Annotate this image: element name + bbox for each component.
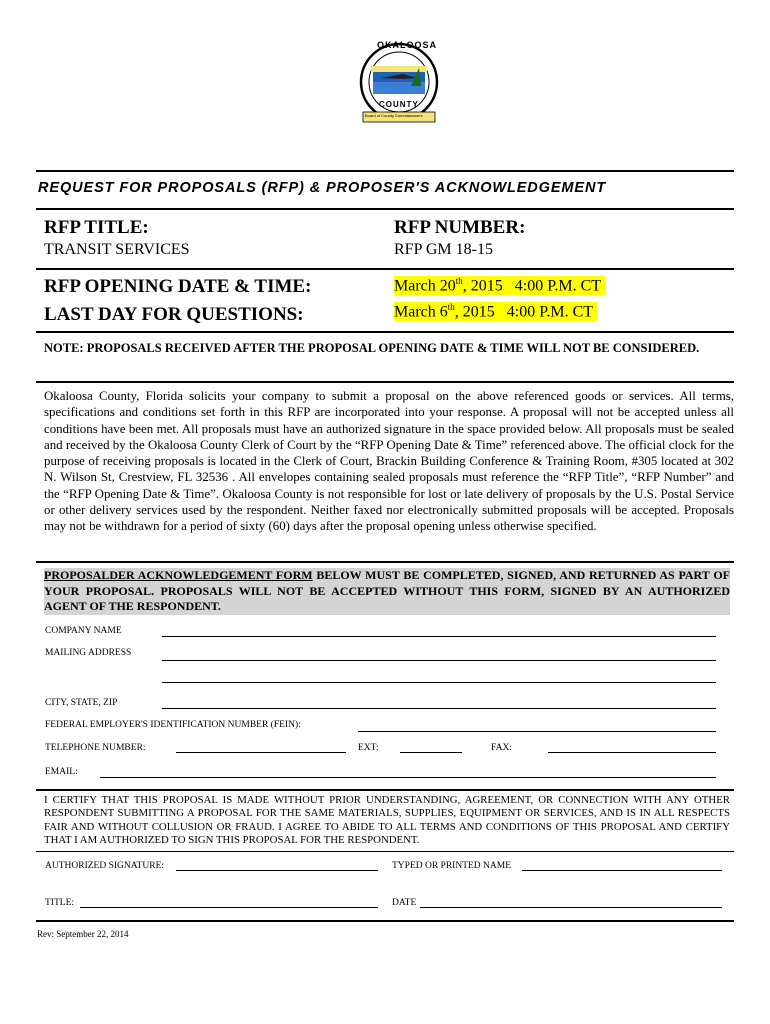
telephone-field[interactable] bbox=[176, 752, 346, 753]
date-label: DATE bbox=[392, 898, 417, 908]
rfp-title-value: TRANSIT SERVICES bbox=[44, 241, 190, 258]
rfp-title-rule bbox=[36, 268, 734, 270]
note-rule bbox=[36, 381, 734, 383]
mailing-address-field[interactable] bbox=[162, 660, 716, 661]
page-title: REQUEST FOR PROPOSALS (RFP) & PROPOSER'S ACKNOWLEDGEMENT bbox=[38, 180, 607, 196]
signature-rule bbox=[36, 920, 734, 922]
city-state-zip-field[interactable] bbox=[162, 708, 716, 709]
mailing-address-label: MAILING ADDRESS bbox=[45, 648, 132, 658]
email-label: EMAIL: bbox=[45, 767, 78, 777]
authorized-signature-field[interactable] bbox=[176, 870, 378, 871]
date-field[interactable] bbox=[420, 907, 722, 908]
certification-rule bbox=[36, 851, 734, 852]
rfp-number-value: RFP GM 18-15 bbox=[394, 241, 493, 258]
ext-field[interactable] bbox=[400, 752, 462, 753]
acknowledgement-instruction: PROPOSALDER ACKNOWLEDGEMENT FORM BELOW MUST BE COMPLETED, SIGNED, AND RETURNED AS PART OF YOUR PROPOSAL. PROPOSALS WILL NOT BE ACCEPTED WITHOUT THIS FORM, SIGNED BY AN AUTHORIZED AGENT OF THE RESPONDENT. bbox=[44, 568, 730, 613]
telephone-label: TELEPHONE NUMBER: bbox=[45, 743, 146, 753]
dates-rule bbox=[36, 331, 734, 333]
fein-label: FEDERAL EMPLOYER'S IDENTIFICATION NUMBER (FEIN): bbox=[45, 720, 301, 730]
certification-statement: I CERTIFY THAT THIS PROPOSAL IS MADE WITHOUT PRIOR UNDERSTANDING, AGREEMENT, OR CONNECTION WITH ANY OTHER RESPONDENT SUBMITTING A PROPOSAL FOR THE SAME MATERIALS, SUPPLIES, EQUIPMENT OR SERVICES, AND IS IN ALL RESPECTS FAIR AND WITHOUT COLLUSION OR FRAUD. I AGREE TO ABIDE TO ALL TERMS AND CONDITIONS OF THIS PROPOSAL AND CERTIFY THAT I AM AUTHORIZED TO SIGN THIS PROPOSAL FOR THE RESPONDENT. bbox=[44, 794, 730, 847]
typed-name-field[interactable] bbox=[522, 870, 722, 871]
acknowledgement-form-link: PROPOSALDER ACKNOWLEDGEMENT FORM bbox=[44, 568, 313, 582]
questions-date-value: March 6th, 2015 4:00 P.M. CT bbox=[394, 302, 597, 321]
mailing-address-field-2[interactable] bbox=[162, 682, 716, 683]
company-name-field[interactable] bbox=[162, 636, 716, 637]
opening-date-value: March 20th, 2015 4:00 P.M. CT bbox=[394, 276, 605, 295]
header-bottom-rule bbox=[36, 208, 734, 210]
late-proposal-note: NOTE: PROPOSALS RECEIVED AFTER THE PROPOSAL OPENING DATE & TIME WILL NOT BE CONSIDERED. bbox=[44, 341, 700, 355]
ext-label: EXT: bbox=[358, 743, 379, 753]
fein-field[interactable] bbox=[358, 731, 716, 732]
rfp-title-label: RFP TITLE: bbox=[44, 217, 149, 238]
city-state-zip-label: CITY, STATE, ZIP bbox=[45, 698, 118, 708]
county-seal-logo bbox=[353, 38, 445, 130]
solicitation-paragraph: Okaloosa County, Florida solicits your company to submit a proposal on the above referenced goods or services. All terms, specifications and conditions set forth in this RFP are incorporated into your response. A proposal will not be accepted unless all conditions have been met. All proposals must have an authorized signature in the space provided below. All proposals must be sealed and received by the Okaloosa County Clerk of Court by the “RFP Opening Date & Time” referenced above. The official clock for the purpose of receiving proposals is located in the Clerk of Court, Brackin Building Conference & Training Room, #305 located at 302 N. Wilson St, Crestview, FL 32536 . All envelopes containing sealed proposals must reference the “RFP Title”, “RFP Number” and the “RFP Opening Date & Time”. Okaloosa County is not responsible for lost or late delivery of proposals by the U.S. Postal Service or other delivery services used by the respondent. Neither faxed nor electronically submitted proposals will be accepted. Proposals may not be withdrawn for a period of sixty (60) days after the proposal opening unless otherwise specified. bbox=[44, 389, 734, 534]
opening-date-label: RFP OPENING DATE & TIME: bbox=[44, 276, 312, 297]
typed-name-label: TYPED OR PRINTED NAME bbox=[392, 861, 512, 871]
fields-rule bbox=[36, 789, 734, 791]
logo-text-bottom: COUNTY bbox=[379, 100, 419, 109]
logo-banner: Board of County Commissioners bbox=[365, 113, 423, 118]
header-top-rule bbox=[36, 170, 734, 172]
authorized-signature-label: AUTHORIZED SIGNATURE: bbox=[45, 861, 165, 871]
email-field[interactable] bbox=[100, 777, 716, 778]
revision-date: Rev: September 22, 2014 bbox=[37, 929, 129, 939]
title-field[interactable] bbox=[80, 907, 378, 908]
fax-field[interactable] bbox=[548, 752, 716, 753]
rfp-number-label: RFP NUMBER: bbox=[394, 217, 526, 238]
fax-label: FAX: bbox=[491, 743, 512, 753]
questions-label: LAST DAY FOR QUESTIONS: bbox=[44, 304, 304, 325]
logo-text-top: OKALOOSA bbox=[377, 40, 438, 50]
company-name-label: COMPANY NAME bbox=[45, 626, 122, 636]
title-label: TITLE: bbox=[45, 898, 75, 908]
paragraph-rule bbox=[36, 561, 734, 563]
